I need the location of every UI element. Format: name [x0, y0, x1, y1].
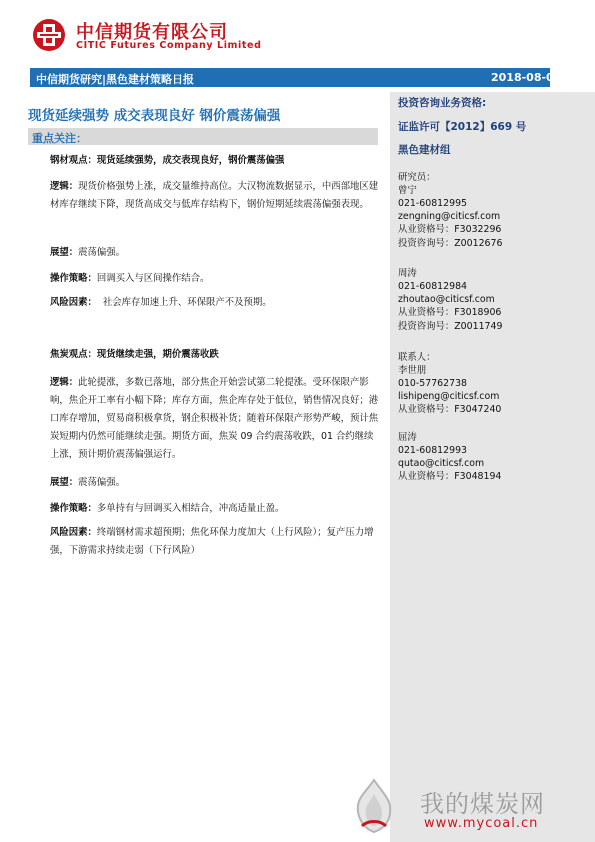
steel-risk	[50, 294, 380, 312]
researcher-name: 周涛	[398, 268, 417, 279]
researcher-practice-id: 从业资格号：F3018906	[398, 307, 502, 318]
group-name: 黑色建材组	[398, 144, 451, 156]
contact-phone: 010-57762738	[398, 378, 467, 389]
contact-phone: 021-60812993	[398, 445, 467, 456]
brand-name-cn: 中信期货有限公司	[76, 22, 228, 43]
steel-outlook-label: 展望：	[50, 247, 79, 258]
coke-risk-text: 终端钢材需求超预期；焦化环保力度加大（上行风险）；复产压力增强，下游需求持续走弱（下行风险）	[50, 527, 374, 556]
steel-risk-label: 风险因素：	[50, 297, 97, 308]
coke-risk	[50, 524, 380, 560]
researcher-phone: 021-60812995	[398, 198, 467, 209]
contact-practice-id: 从业资格号：F3048194	[398, 471, 502, 482]
researcher-practice-id: 从业资格号：F3032296	[398, 224, 502, 235]
steel-logic-label: 逻辑：	[50, 181, 79, 192]
watermark-url: www.mycoal.cn	[424, 816, 539, 831]
researcher-advisory-id: 投资咨询号：Z0012676	[398, 238, 503, 249]
coke-logic	[50, 374, 380, 464]
contact-practice-id: 从业资格号：F3047240	[398, 404, 502, 415]
qualification-title: 投资咨询业务资格:	[398, 97, 487, 109]
steel-outlook	[50, 244, 380, 262]
coke-outlook-text: 震荡偏强。	[78, 477, 126, 488]
researcher-email: zengning@citicsf.com	[398, 211, 501, 222]
coke-view	[50, 346, 380, 364]
coke-view-label: 焦炭观点：	[50, 349, 97, 360]
page-title: 现货延续强势 成交表现良好 钢价震荡偏强	[28, 108, 281, 124]
coke-logic-text: 此轮提涨，多数已落地，部分焦企开始尝试第二轮提涨。受环保限产影响，焦企开工率有小幅下降；库存方面，焦企库存处于低位，销售情况良好；港口库存增加，贸易商积极拿货，钢企积极补货；随着环保限产形势严峻，预计焦炭短期内仍然可能继续走强。期货方面，焦炭 09 合约震荡收跌，01 合约继续上涨，预计期价震荡偏强运行。	[50, 377, 379, 460]
contact-email: lishipeng@citicsf.com	[398, 391, 500, 402]
coke-view-text: 现货继续走强，期价震荡收跌	[96, 349, 219, 360]
researchers-label: 研究员：	[398, 172, 436, 183]
steel-view	[50, 152, 380, 170]
license-number: 证监许可【2012】669 号	[398, 121, 527, 133]
steel-view-label: 钢材观点：	[50, 155, 97, 166]
steel-strategy-text: 回调买入与区间操作结合。	[96, 273, 210, 284]
contact-name: 屈涛	[398, 432, 417, 443]
coke-outlook-label: 展望：	[50, 477, 79, 488]
steel-logic	[50, 178, 380, 214]
coke-risk-label: 风险因素：	[50, 527, 97, 538]
coke-outlook	[50, 474, 380, 492]
report-date: 2018-08-08	[491, 71, 562, 84]
researcher-name: 曾宁	[398, 185, 417, 196]
coke-strategy-text: 多单持有与回调买入相结合，冲高适量止盈。	[96, 503, 285, 514]
steel-outlook-text: 震荡偏强。	[78, 247, 126, 258]
coke-logic-label: 逻辑：	[50, 377, 79, 388]
report-type: 中信期货研究|黑色建材策略日报	[36, 73, 195, 86]
researcher-email: zhoutao@citicsf.com	[398, 294, 495, 305]
focus-label: 重点关注：	[32, 132, 87, 145]
contacts-label: 联系人：	[398, 352, 436, 363]
coke-strategy	[50, 500, 380, 518]
steel-logic-text: 现货价格强势上涨，成交量维持高位。大汉物流数据显示，中西部地区建材库存继续下降，现货高成交与低库存结构下，钢价短期延续震荡偏强表现。	[50, 181, 379, 210]
contact-name: 李世朋	[398, 365, 427, 376]
contact-email: qutao@citicsf.com	[398, 458, 485, 469]
brand-name-en: CITIC Futures Company Limited	[76, 40, 262, 51]
citic-logo-icon	[32, 18, 66, 52]
coke-strategy-label: 操作策略：	[50, 503, 97, 514]
watermark-text: 我的煤炭网	[420, 790, 545, 818]
steel-strategy	[50, 270, 380, 288]
researcher-phone: 021-60812984	[398, 281, 467, 292]
steel-strategy-label: 操作策略：	[50, 273, 97, 284]
steel-risk-text: 社会库存加速上升、环保限产不及预期。	[102, 297, 272, 308]
researcher-advisory-id: 投资咨询号：Z0011749	[398, 321, 503, 332]
flame-logo-icon	[344, 776, 404, 836]
steel-view-text: 现货延续强势，成交表现良好，钢价震荡偏强	[96, 155, 285, 166]
